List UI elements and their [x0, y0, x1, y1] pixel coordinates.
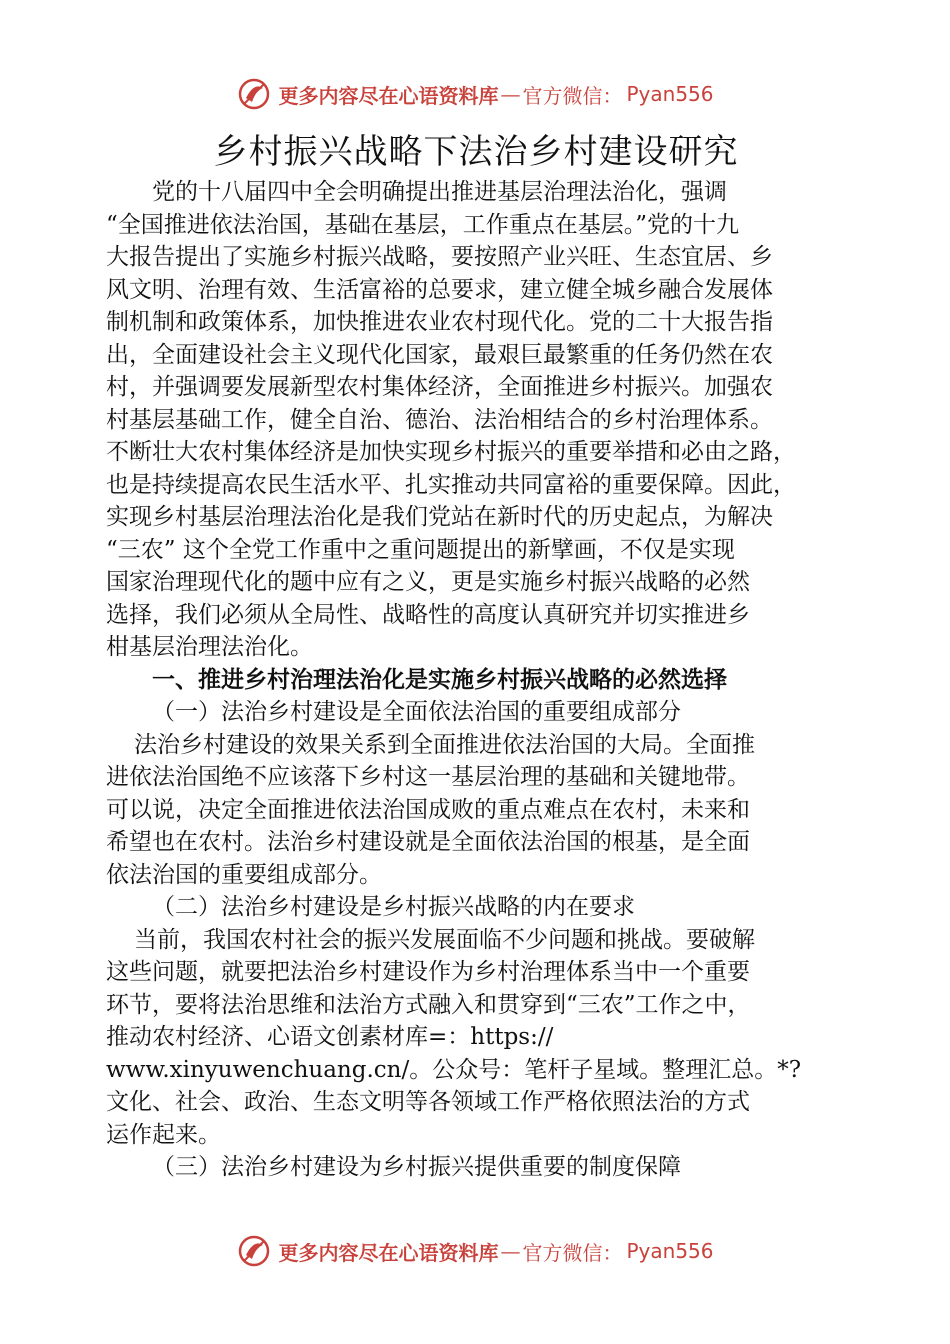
banner-separator: —	[500, 1239, 521, 1263]
banner-wechat-id: Pyan556	[626, 82, 714, 106]
banner-wechat-label: 官方微信：	[522, 83, 623, 108]
text-line: 大报告提出了实施乡村振兴战略，要按照产业兴旺、生态宜居、乡	[106, 244, 773, 270]
brand-logo-icon	[236, 76, 272, 112]
intro-paragraph	[106, 176, 846, 664]
text-line: 当前，我国农村社会的振兴发展面临不少问题和挑战。要破解	[134, 926, 755, 953]
text-line: 柑基层治理法治化。	[106, 634, 313, 660]
text-line: 推动农村经济、心语文创素材库=：https://	[106, 1024, 554, 1050]
text-line: 实现乡村基层治理法治化是我们党站在新时代的历史起点，为解决	[106, 504, 773, 530]
document-title: 乡村振兴战略下法治乡村建设研究	[213, 132, 739, 172]
text-line: 制机制和政策体系，加快推进农业农村现代化。党的二十大报告指	[106, 309, 773, 335]
banner-wechat-id: Pyan556	[626, 1239, 714, 1263]
subsection-1-paragraph	[106, 729, 846, 892]
banner-separator: —	[500, 82, 521, 106]
text-line: 国家治理现代化的题中应有之义，更是实施乡村振兴战略的必然	[106, 569, 750, 595]
text-line: 文化、社会、政治、生态文明等各领域工作严格依照法治的方式	[106, 1089, 750, 1115]
text-line: 村，并强调要发展新型农村集体经济，全面推进乡村振兴。加强农	[106, 374, 773, 400]
document-body	[106, 128, 846, 1184]
section-heading-1: 一、推进乡村治理法治化是实施乡村振兴战略的必然选择	[152, 665, 727, 693]
text-line: “三农” 这个全党工作重中之重问题提出的新擘画，不仅是实现	[106, 536, 735, 563]
text-line: 进依法治国绝不应该落下乡村这一基层治理的基础和关键地带。	[106, 764, 750, 790]
text-line: 党的十八届四中全会明确提出推进基层治理法治化，强调	[152, 179, 727, 205]
brand-logo-icon	[236, 1233, 272, 1269]
text-line: “全国推进依法治国，基础在基层，工作重点在基层。”党的十九	[106, 211, 740, 238]
subsection-2-paragraph	[106, 924, 846, 1152]
subsection-heading-1: （一）法治乡村建设是全面依法治国的重要组成部分	[152, 699, 681, 725]
text-line: 环节，要将法治思维和法治方式融入和贯穿到“三农”工作之中，	[106, 991, 751, 1018]
text-line: 依法治国的重要组成部分。	[106, 861, 382, 888]
text-line: 这些问题，就要把法治乡村建设作为乡村治理体系当中一个重要	[106, 959, 750, 985]
banner-wechat-label: 官方微信：	[522, 1240, 623, 1265]
header-watermark-banner	[0, 74, 950, 114]
text-line: 村基层基础工作，健全自治、德治、法治相结合的乡村治理体系。	[106, 406, 773, 433]
text-line: www.xinyuwenchuang.cn/。公众号：笔杆子星域。整理汇总。*?	[106, 1056, 802, 1083]
text-line: 运作起来。	[106, 1121, 221, 1148]
text-line: 风文明、治理有效、生活富裕的总要求，建立健全城乡融合发展体	[106, 276, 773, 303]
text-line: 出，全面建设社会主义现代化国家，最艰巨最繁重的任务仍然在农	[106, 341, 773, 368]
subsection-heading-3: （三）法治乡村建设为乡村振兴提供重要的制度保障	[152, 1154, 681, 1180]
text-line: 不断壮大农村集体经济是加快实现乡村振兴的重要举措和必由之路，	[106, 439, 796, 465]
subsection-heading-2: （二）法治乡村建设是乡村振兴战略的内在要求	[152, 894, 635, 920]
text-line: 选择，我们必须从全局性、战略性的高度认真研究并切实推进乡	[106, 601, 750, 628]
text-line: 也是持续提高农民生活水平、扎实推动共同富裕的重要保障。因此，	[106, 471, 796, 498]
banner-brand-text: 更多内容尽在心语资料库	[278, 83, 499, 108]
text-line: 法治乡村建设的效果关系到全面推进依法治国的大局。全面推	[134, 731, 755, 758]
text-line: 希望也在农村。法治乡村建设就是全面依法治国的根基，是全面	[106, 829, 750, 855]
footer-watermark-banner	[0, 1231, 950, 1271]
text-line: 可以说，决定全面推进依法治国成败的重点难点在农村，未来和	[106, 796, 750, 823]
banner-brand-text: 更多内容尽在心语资料库	[278, 1240, 499, 1265]
